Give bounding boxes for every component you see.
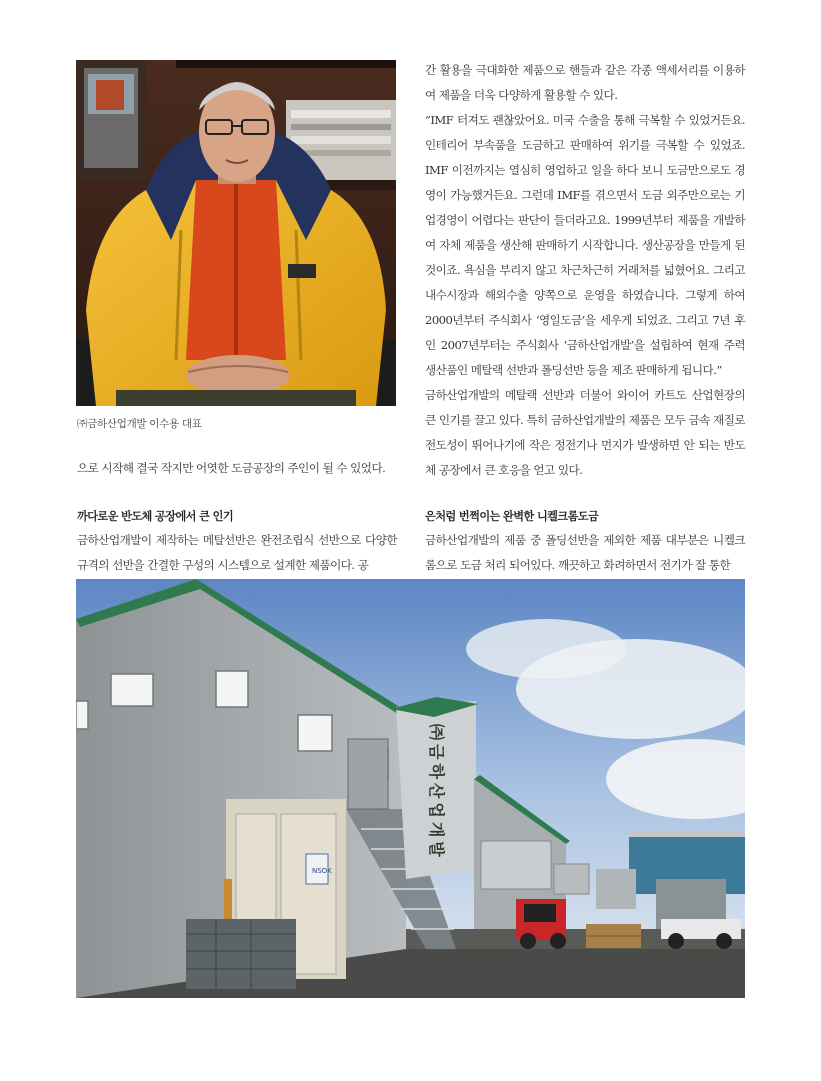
portrait-caption: ㈜금하산업개발 이수용 대표 bbox=[77, 418, 202, 430]
section-heading: 까다로운 반도체 공장에서 큰 인기 bbox=[77, 510, 234, 523]
left-section bbox=[77, 508, 397, 578]
right-section bbox=[425, 508, 745, 578]
interview-quote: “IMF 터져도 괜찮았어요. 미국 수출을 통해 극복할 수 있었거든요. 인테리어 부속품을 도금하고 판매하여 위기를 극복할 수 있었죠. IMF 이전까지는 열심히 영업하고 일을 하다 보니 도금만으로도 경영이 가능했거든요. 그런데 IMF를 겪으면서 도금 외주만으로는 기업경영이 어렵다는 판단이 들더라고요. 1999년부터 제품을 개발하여 자체 제품을 생산해 판매하기 시작합니다. 생산공장을 만들게 된 것이죠. 욕심을 부리지 않고 차근차근히 거래처를 넓혔어요. 그리고 내수시장과 해외수출 양쪽으로 운영을 하였습니다. 그렇게 하여 2000년부터 주식회사 ‘영일도금’을 세우게 되었죠. 그리고 7년 후인 2007년부터는 주식회사 ‘금하산업개발’을 설립하여 현재 주력 생산품인 메탈랙 선반과 폴딩선반 등을 제조 판매하게 됩니다.” bbox=[425, 113, 745, 377]
factory-illustration bbox=[76, 579, 745, 998]
right-column bbox=[425, 58, 745, 483]
section-heading: 은처럼 번쩍이는 완벽한 니켈크롬도금 bbox=[425, 510, 599, 523]
banner-text: NSOK bbox=[312, 867, 332, 875]
paragraph: 간 활용을 극대화한 제품으로 핸들과 같은 각종 액세서리를 이용하여 제품을 더욱 다양하게 활용할 수 있다. bbox=[425, 63, 745, 102]
paragraph: 금하산업개발이 제작하는 메탈선반은 완전조립식 선반으로 다양한 규격의 선반을 간결한 구성의 시스템으로 설계한 제품이다. 공 bbox=[77, 533, 397, 572]
ceo-portrait-photo bbox=[76, 60, 396, 406]
left-column-continuation bbox=[77, 456, 397, 481]
factory-building-photo bbox=[76, 579, 745, 998]
ceo-portrait-illustration bbox=[76, 60, 396, 406]
paragraph: 으로 시작해 결국 작지만 어엿한 도금공장의 주인이 될 수 있었다. bbox=[77, 461, 386, 475]
tower-sign: ㈜금하산업개발 bbox=[427, 724, 446, 861]
paragraph: 금하산업개발의 제품 중 폴딩선반을 제외한 제품 대부분은 니켈크롬으로 도금 처리 되어있다. 깨끗하고 화려하면서 전기가 잘 통한 bbox=[425, 533, 745, 572]
paragraph: 금하산업개발의 메탈랙 선반과 더불어 와이어 카트도 산업현장의 큰 인기를 끌고 있다. 특히 금하산업개발의 제품은 모두 금속 재질로 전도성이 뛰어나기에 작은 정전기나 먼지가 발생하면 안 되는 반도체 공장에서 큰 호응을 얻고 있다. bbox=[425, 388, 745, 477]
